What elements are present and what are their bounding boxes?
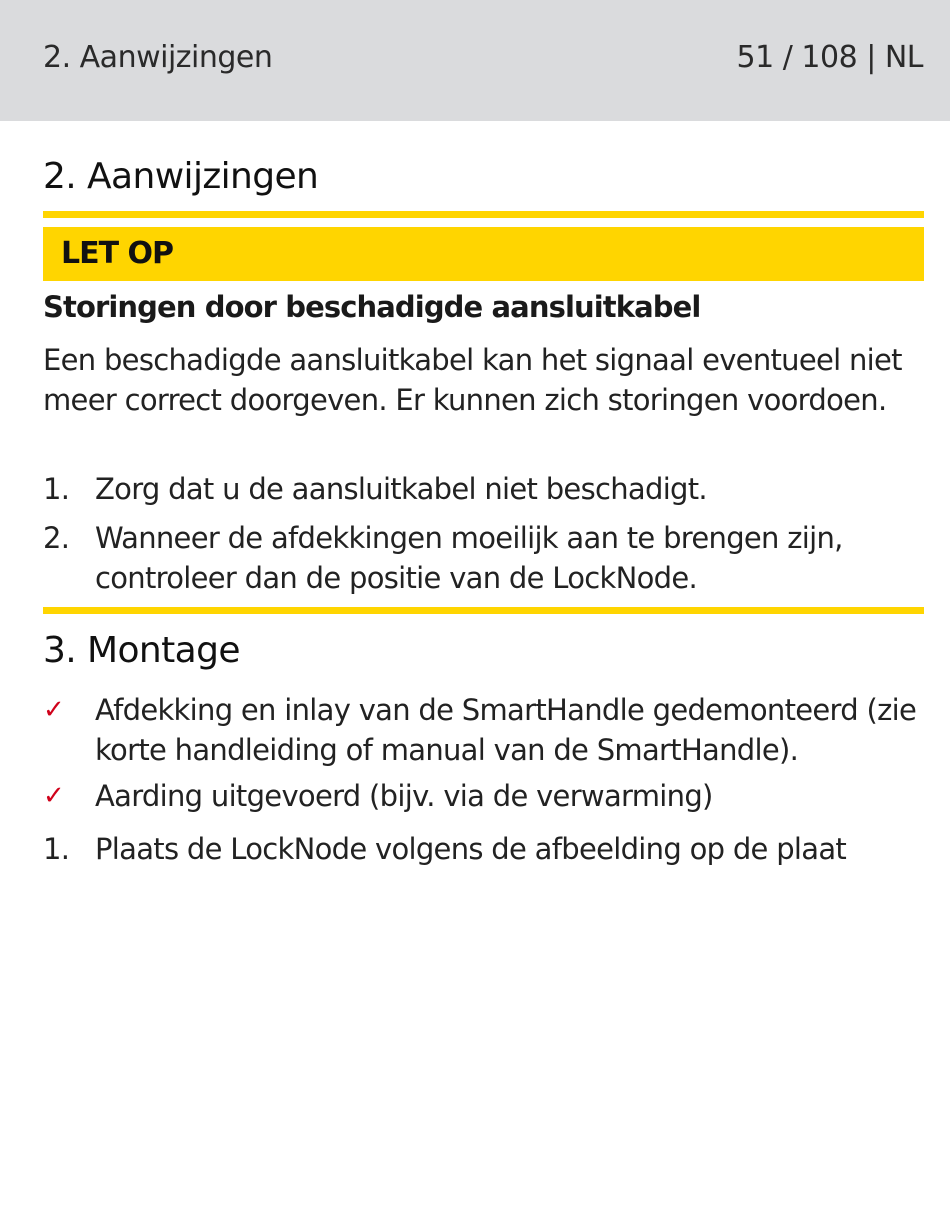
prerequisite-list <box>43 690 933 816</box>
checkmark-icon: ✓ <box>43 695 65 725</box>
page-number: 51 / 108 | NL <box>736 40 923 75</box>
step-number: 2. <box>43 521 70 555</box>
step-text: Zorg dat u de aansluitkabel niet beschadigt. <box>95 472 707 506</box>
notice-steps <box>43 469 933 598</box>
list-item <box>43 518 933 598</box>
step-number: 1. <box>43 472 70 506</box>
notice-banner <box>43 227 924 281</box>
step-text: Wanneer de afdekkingen moeilijk aan te brengen zijn, controleer dan de positie van de LockNode. <box>95 521 843 595</box>
notice-subtitle: Storingen door beschadigde aansluitkabel <box>43 290 701 324</box>
notice-bottom-rule <box>43 607 924 614</box>
montage-steps <box>43 829 933 869</box>
list-item <box>43 776 933 816</box>
list-item <box>43 469 933 509</box>
notice-body: Een beschadigde aansluitkabel kan het signaal eventueel niet meer correct doorgeven. Er kunnen zich storingen voordoen. <box>43 343 902 417</box>
notice-label: LET OP <box>61 236 174 271</box>
checkmark-icon: ✓ <box>43 781 65 811</box>
list-item <box>43 829 933 869</box>
page-header <box>0 0 950 121</box>
list-item <box>43 690 933 770</box>
prerequisite-text: Afdekking en inlay van de SmartHandle gedemonteerd (zie korte handleiding of manual van de SmartHandle). <box>95 693 917 767</box>
step-text: Plaats de LockNode volgens de afbeelding op de plaat <box>95 832 847 866</box>
section-title: 2. Aanwijzingen <box>43 156 319 197</box>
prerequisite-text: Aarding uitgevoerd (bijv. via de verwarming) <box>95 779 713 813</box>
notice-top-rule <box>43 211 924 218</box>
header-section-title: 2. Aanwijzingen <box>43 40 273 75</box>
step-number: 1. <box>43 832 70 866</box>
montage-title: 3. Montage <box>43 630 240 671</box>
